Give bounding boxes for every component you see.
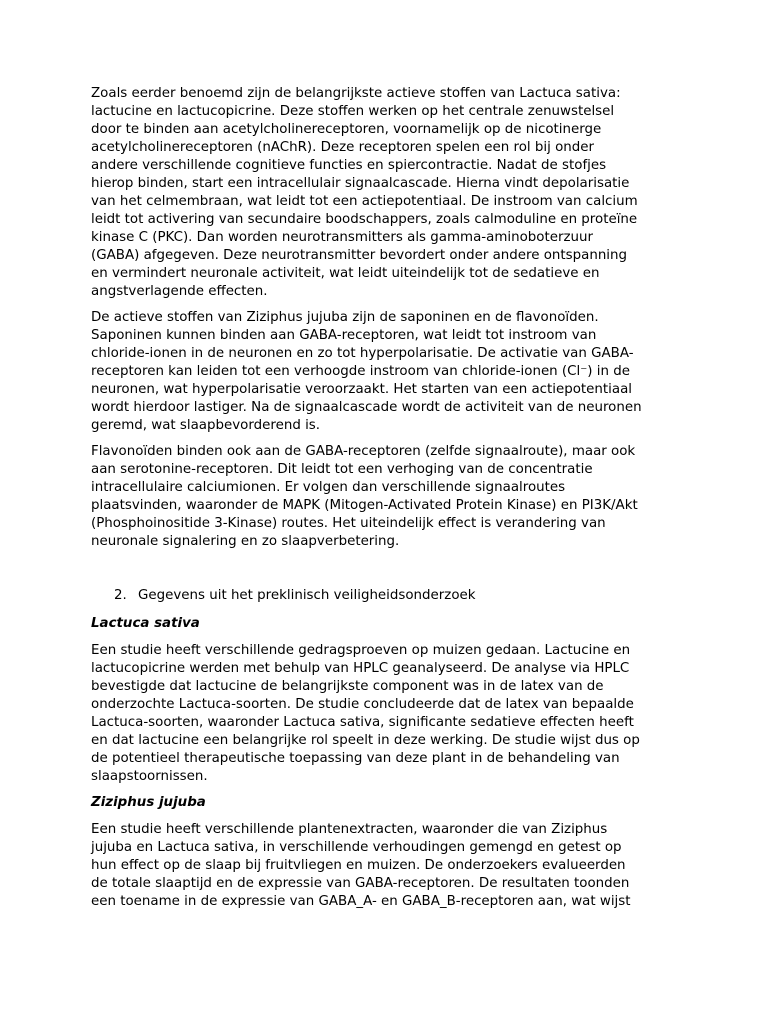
paragraph-ziziphus-saponins: De actieve stoffen van Ziziphus jujuba zijn de saponinen en de flavonoïden. Saponinen kunnen binden aan GABA-receptoren, wat leidt tot instroom van chloride-ionen in de neuronen en zo tot hyperpolarisatie. De activatie van GABA- receptoren kan leiden tot een verhoogde instroom van chloride-ionen (Cl⁻) in de neuronen, wat hyperpolarisatie veroorzaakt. Het starten van een actiepotentiaal wordt hierdoor lastiger. Na de signaalcascade wordt de activiteit van de neuronen geremd, wat slaapbevorderend is.	[91, 310, 642, 433]
section-heading	[91, 587, 681, 605]
paragraph-ziziphus-study: Een studie heeft verschillende plantenextracten, waaronder die van Ziziphus jujuba en Lactuca sativa, in verschillende verhoudingen gemengd en getest op hun effect op de slaap bij fruitvliegen en muizen. De onderzoekers evalueerden de totale slaaptijd en de expressie van GABA-receptoren. De resultaten toonden een toename in de expressie van GABA_A- en GABA_B-receptoren aan, wat wijst	[91, 822, 631, 909]
subheading-lactuca: Lactuca sativa	[91, 616, 200, 631]
section-number: 2.	[114, 588, 127, 603]
paragraph-lactuca-mechanism: Zoals eerder benoemd zijn de belangrijkste actieve stoffen van Lactuca sativa: lactucine en lactucopicrine. Deze stoffen werken op het centrale zenuwstelsel door te binden aan acetylcholinereceptoren, voornamelijk op de nicotinerge acetylcholinereceptoren (nAChR). Deze receptoren spelen een rol bij onder andere verschillende cognitieve functies en spiercontractie. Nadat de stofjes hierop binden, start een intracellulair signaalcascade. Hierna vindt depolarisatie van het celmembraan, wat leidt tot een actiepotentiaal. De instroom van calcium leidt tot activering van secundaire boodschappers, zoals calmoduline en proteïne kinase C (PKC). Dan worden neurotransmitters als gamma-aminoboterzuur (GABA) afgegeven. Deze neurotransmitter bevordert onder andere ontspanning en vermindert neuronale activiteit, wat leidt uiteindelijk tot de sedatieve en angstverlagende effecten.	[91, 86, 638, 299]
subheading-ziziphus: Ziziphus jujuba	[91, 795, 206, 810]
paragraph-lactuca-study: Een studie heeft verschillende gedragsproeven op muizen gedaan. Lactucine en lactucopicrine werden met behulp van HPLC geanalyseerd. De analyse via HPLC bevestigde dat lactucine de belangrijkste component was in de latex van de onderzochte Lactuca-soorten. De studie concludeerde dat de latex van bepaalde Lactuca-soorten, waaronder Lactuca sativa, significante sedatieve effecten heeft en dat lactucine een belangrijke rol speelt in deze werking. De studie wijst dus op de potentieel therapeutische toepassing van deze plant in de behandeling van slaapstoornissen.	[91, 643, 640, 784]
document-page	[91, 85, 681, 919]
paragraph-flavonoids: Flavonoïden binden ook aan de GABA-receptoren (zelfde signaalroute), maar ook aan serotonine-receptoren. Dit leidt tot een verhoging van de concentratie intracellulaire calciumionen. Er volgen dan verschillende signaalroutes plaatsvinden, waaronder de MAPK (Mitogen-Activated Protein Kinase) en PI3K/Akt (Phosphoinositide 3-Kinase) routes. Het uiteindelijk effect is verandering van neuronale signalering en zo slaapverbetering.	[91, 444, 638, 549]
section-spacer	[91, 559, 681, 587]
section-title: Gegevens uit het preklinisch veiligheidsonderzoek	[138, 588, 476, 603]
